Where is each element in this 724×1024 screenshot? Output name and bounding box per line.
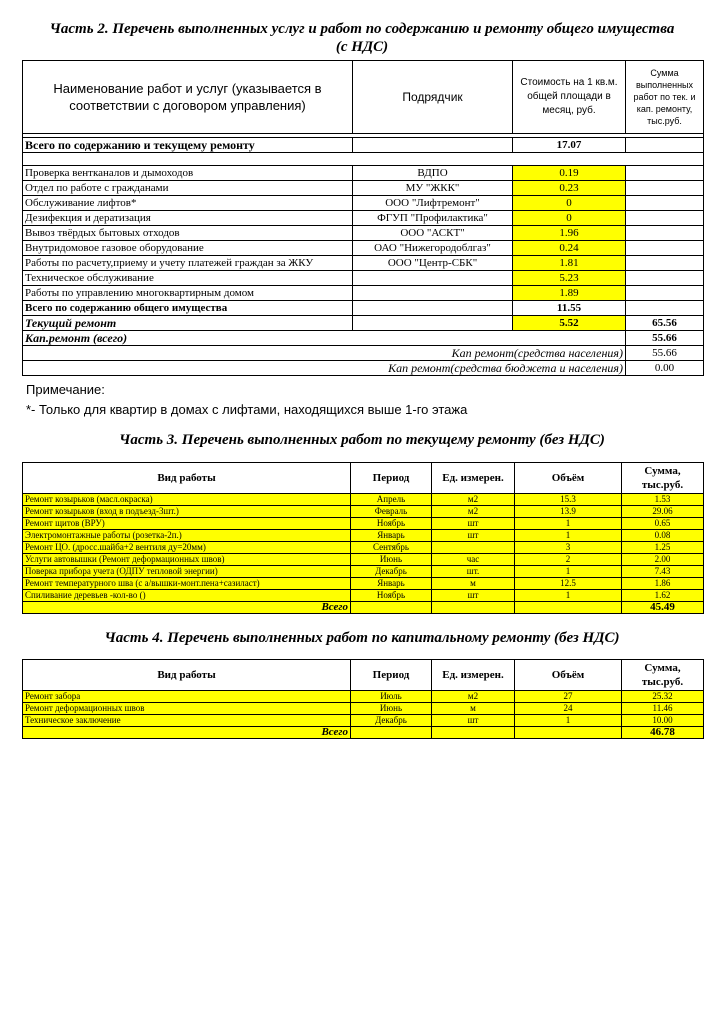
work-sum: 1.62 bbox=[622, 590, 704, 602]
work-name: Ремонт ЦО. (дросс.шайба+2 вентиля ду=20мм) bbox=[23, 542, 351, 554]
work-row bbox=[23, 554, 704, 566]
spacer-row bbox=[23, 153, 704, 166]
work-name: Техническое заключение bbox=[23, 715, 351, 727]
service-sum bbox=[626, 166, 704, 181]
work-unit: шт. bbox=[432, 566, 515, 578]
work-period: Декабрь bbox=[351, 715, 432, 727]
work-volume: 2 bbox=[515, 554, 622, 566]
service-row bbox=[23, 256, 704, 271]
work-name: Электромонтажные работы (розетка-2п.) bbox=[23, 530, 351, 542]
work-row bbox=[23, 715, 704, 727]
service-cost: 0.24 bbox=[513, 241, 626, 256]
part2-title-line2: (с НДС) bbox=[335, 39, 389, 55]
work-name: Ремонт козырьков (масл.окраска) bbox=[23, 494, 351, 506]
maint-total-cost: 11.55 bbox=[513, 301, 626, 316]
part2-table bbox=[22, 60, 704, 376]
work-period: Февраль bbox=[351, 506, 432, 518]
work-period: Январь bbox=[351, 578, 432, 590]
col-header-sum: Сумма, тыс.руб. bbox=[622, 660, 704, 691]
part4-title: Часть 4. Перечень выполненных работ по капитальному ремонту (без НДС) bbox=[104, 630, 620, 646]
col-header-cost: Стоимость на 1 кв.м. общей площади в месяц, руб. bbox=[513, 61, 626, 134]
service-sum bbox=[626, 256, 704, 271]
work-row bbox=[23, 578, 704, 590]
work-name: Ремонт щитов (ВРУ) bbox=[23, 518, 351, 530]
work-sum: 0.65 bbox=[622, 518, 704, 530]
part4-total-row bbox=[23, 727, 704, 739]
work-unit: час bbox=[432, 554, 515, 566]
service-row bbox=[23, 196, 704, 211]
work-period: Июнь bbox=[351, 554, 432, 566]
service-name: Работы по управлению многоквартирным домом bbox=[23, 286, 353, 301]
service-row bbox=[23, 271, 704, 286]
service-contractor: ООО "Лифтремонт" bbox=[353, 196, 513, 211]
cap-residents-label: Кап ремонт(средства населения) bbox=[23, 346, 626, 361]
col-header-period: Период bbox=[351, 660, 432, 691]
work-unit: шт bbox=[432, 715, 515, 727]
work-unit bbox=[432, 542, 515, 554]
work-period: Январь bbox=[351, 530, 432, 542]
total-cost: 17.07 bbox=[513, 138, 626, 153]
work-unit: м bbox=[432, 578, 515, 590]
work-sum: 0.08 bbox=[622, 530, 704, 542]
service-contractor: ВДПО bbox=[353, 166, 513, 181]
service-row bbox=[23, 166, 704, 181]
work-name: Ремонт козырьков (вход в подъезд-3шт.) bbox=[23, 506, 351, 518]
part3-total-label: Всего bbox=[23, 602, 351, 614]
part4-header-row bbox=[23, 660, 704, 691]
work-row bbox=[23, 590, 704, 602]
service-row bbox=[23, 181, 704, 196]
service-row bbox=[23, 286, 704, 301]
cap-residents-row bbox=[23, 346, 704, 361]
service-sum bbox=[626, 211, 704, 226]
work-row bbox=[23, 566, 704, 578]
work-volume: 3 bbox=[515, 542, 622, 554]
service-contractor bbox=[353, 286, 513, 301]
work-sum: 1.86 bbox=[622, 578, 704, 590]
part3-total-blank bbox=[432, 602, 515, 614]
work-unit: м2 bbox=[432, 506, 515, 518]
cap-budget-label: Кап ремонт(средства бюджета и населения) bbox=[23, 361, 626, 376]
capital-repair-sum: 55.66 bbox=[626, 331, 704, 346]
col-header-volume: Объём bbox=[515, 660, 622, 691]
work-row bbox=[23, 703, 704, 715]
col-header-sum: Сумма, тыс.руб. bbox=[622, 463, 704, 494]
service-cost: 0.23 bbox=[513, 181, 626, 196]
work-sum: 2.00 bbox=[622, 554, 704, 566]
work-row bbox=[23, 530, 704, 542]
work-period: Ноябрь bbox=[351, 518, 432, 530]
col-header-volume: Объём bbox=[515, 463, 622, 494]
capital-repair-label: Кап.ремонт (всего) bbox=[23, 331, 353, 346]
work-name: Услуги автовышки (Ремонт деформационных швов) bbox=[23, 554, 351, 566]
work-volume: 13.9 bbox=[515, 506, 622, 518]
part4-total-label: Всего bbox=[23, 727, 351, 739]
part3-total-blank bbox=[351, 602, 432, 614]
service-sum bbox=[626, 286, 704, 301]
work-sum: 1.25 bbox=[622, 542, 704, 554]
service-name: Дезифекция и дератизация bbox=[23, 211, 353, 226]
col-header-period: Период bbox=[351, 463, 432, 494]
service-row bbox=[23, 241, 704, 256]
note-text: *- Только для квартир в домах с лифтами, находящихся выше 1-го этажа bbox=[26, 402, 468, 417]
service-contractor bbox=[353, 271, 513, 286]
part3-total-sum: 45.49 bbox=[622, 602, 704, 614]
part3-total-row bbox=[23, 602, 704, 614]
service-cost: 0 bbox=[513, 211, 626, 226]
maint-total-sum bbox=[626, 301, 704, 316]
work-row bbox=[23, 494, 704, 506]
work-period: Ноябрь bbox=[351, 590, 432, 602]
service-sum bbox=[626, 271, 704, 286]
col-header-contractor: Подрядчик bbox=[353, 61, 513, 134]
work-volume: 24 bbox=[515, 703, 622, 715]
service-name: Внутридомовое газовое оборудование bbox=[23, 241, 353, 256]
service-contractor: ФГУП "Профилактика" bbox=[353, 211, 513, 226]
total-label: Всего по содержанию и текущему ремонту bbox=[23, 138, 353, 153]
col-header-sum: Сумма выполненных работ по тек. и кап. ремонту, тыс.руб. bbox=[626, 61, 704, 134]
work-unit: м bbox=[432, 703, 515, 715]
current-repair-row bbox=[23, 316, 704, 331]
service-name: Вывоз твёрдых бытовых отходов bbox=[23, 226, 353, 241]
part2-title bbox=[22, 20, 702, 56]
work-volume: 1 bbox=[515, 518, 622, 530]
total-contractor bbox=[353, 138, 513, 153]
service-row bbox=[23, 211, 704, 226]
service-name: Работы по расчету,приему и учету платежей граждан за ЖКУ bbox=[23, 256, 353, 271]
work-unit: шт bbox=[432, 530, 515, 542]
work-period: Декабрь bbox=[351, 566, 432, 578]
part3-title: Часть 3. Перечень выполненных работ по текущему ремонту (без НДС) bbox=[119, 432, 605, 448]
work-volume: 12.5 bbox=[515, 578, 622, 590]
work-volume: 27 bbox=[515, 691, 622, 703]
current-repair-cost: 5.52 bbox=[513, 316, 626, 331]
work-sum: 7.43 bbox=[622, 566, 704, 578]
part4-total-blank bbox=[351, 727, 432, 739]
service-name: Обслуживание лифтов* bbox=[23, 196, 353, 211]
work-row bbox=[23, 506, 704, 518]
work-name: Спиливание деревьев -кол-во () bbox=[23, 590, 351, 602]
col-header-work: Вид работы bbox=[23, 463, 351, 494]
part3-total-blank bbox=[515, 602, 622, 614]
work-sum: 29.06 bbox=[622, 506, 704, 518]
part4-total-sum: 46.78 bbox=[622, 727, 704, 739]
total-sum bbox=[626, 138, 704, 153]
service-cost: 1.96 bbox=[513, 226, 626, 241]
part3-header-row bbox=[23, 463, 704, 494]
work-unit: шт bbox=[432, 518, 515, 530]
work-name: Ремонт температурного шва (с а/вышки-монт.пена+сазиласт) bbox=[23, 578, 351, 590]
service-sum bbox=[626, 226, 704, 241]
work-period: Июль bbox=[351, 691, 432, 703]
work-volume: 1 bbox=[515, 590, 622, 602]
part3-table bbox=[22, 462, 704, 614]
service-cost: 0.19 bbox=[513, 166, 626, 181]
service-contractor: МУ "ЖКК" bbox=[353, 181, 513, 196]
total-maint-repair-row bbox=[23, 138, 704, 153]
current-repair-contractor bbox=[353, 316, 513, 331]
maint-total-contractor bbox=[353, 301, 513, 316]
part2-title-line1: Часть 2. Перечень выполненных услуг и работ по содержанию и ремонту общего имущества bbox=[49, 21, 675, 37]
service-name: Проверка вентканалов и дымоходов bbox=[23, 166, 353, 181]
maint-total-row bbox=[23, 301, 704, 316]
service-cost: 5.23 bbox=[513, 271, 626, 286]
current-repair-sum: 65.56 bbox=[626, 316, 704, 331]
part4-table bbox=[22, 659, 704, 739]
work-name: Ремонт забора bbox=[23, 691, 351, 703]
service-sum bbox=[626, 196, 704, 211]
service-contractor: ООО "Центр-СБК" bbox=[353, 256, 513, 271]
capital-repair-blank bbox=[353, 331, 626, 346]
work-volume: 1 bbox=[515, 566, 622, 578]
col-header-unit: Ед. измерен. bbox=[432, 660, 515, 691]
service-contractor: ОАО "Нижегородоблгаз" bbox=[353, 241, 513, 256]
work-unit: м2 bbox=[432, 494, 515, 506]
work-unit: м2 bbox=[432, 691, 515, 703]
work-sum: 11.46 bbox=[622, 703, 704, 715]
cap-residents-sum: 55.66 bbox=[626, 346, 704, 361]
work-volume: 15.3 bbox=[515, 494, 622, 506]
service-cost: 1.89 bbox=[513, 286, 626, 301]
service-sum bbox=[626, 241, 704, 256]
service-name: Отдел по работе с гражданами bbox=[23, 181, 353, 196]
service-row bbox=[23, 226, 704, 241]
service-cost: 0 bbox=[513, 196, 626, 211]
work-volume: 1 bbox=[515, 530, 622, 542]
work-sum: 25.32 bbox=[622, 691, 704, 703]
cap-budget-row bbox=[23, 361, 704, 376]
capital-repair-row bbox=[23, 331, 704, 346]
work-row bbox=[23, 518, 704, 530]
col-header-work: Вид работы bbox=[23, 660, 351, 691]
part4-total-blank bbox=[432, 727, 515, 739]
work-sum: 1.53 bbox=[622, 494, 704, 506]
part2-header-row bbox=[23, 61, 704, 134]
work-period: Июнь bbox=[351, 703, 432, 715]
cap-budget-sum: 0.00 bbox=[626, 361, 704, 376]
work-name: Ремонт деформационных швов bbox=[23, 703, 351, 715]
work-period: Апрель bbox=[351, 494, 432, 506]
work-period: Сентябрь bbox=[351, 542, 432, 554]
service-sum bbox=[626, 181, 704, 196]
part4-total-blank bbox=[515, 727, 622, 739]
service-contractor: ООО "АСКТ" bbox=[353, 226, 513, 241]
work-sum: 10.00 bbox=[622, 715, 704, 727]
work-row bbox=[23, 691, 704, 703]
work-row bbox=[23, 542, 704, 554]
work-volume: 1 bbox=[515, 715, 622, 727]
col-header-unit: Ед. измерен. bbox=[432, 463, 515, 494]
current-repair-label: Текущий ремонт bbox=[23, 316, 353, 331]
service-cost: 1.81 bbox=[513, 256, 626, 271]
work-name: Поверка прибора учета (ОДПУ тепловой энергии) bbox=[23, 566, 351, 578]
col-header-name: Наименование работ и услуг (указывается в соответствии с договором управления) bbox=[23, 61, 353, 134]
maint-total-label: Всего по содержанию общего имущества bbox=[23, 301, 353, 316]
note-label: Примечание: bbox=[26, 382, 105, 397]
service-name: Техническое обслуживание bbox=[23, 271, 353, 286]
work-unit: шт bbox=[432, 590, 515, 602]
